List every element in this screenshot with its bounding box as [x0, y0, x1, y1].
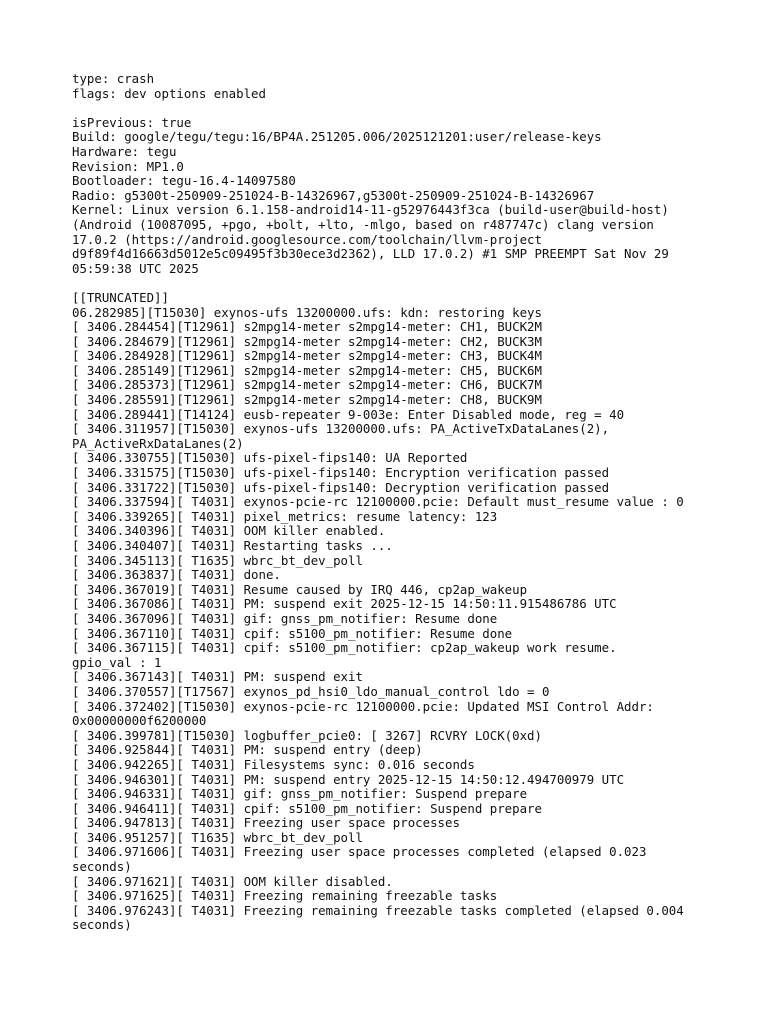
- crash-report-text: [72, 72, 732, 933]
- report-line: d9f89f4d16663d5012e5c09495f3b30ece3d2362), LLD 17.0.2) #1 SMP PREEMPT Sat Nov 29: [72, 246, 669, 262]
- report-line: [ 3406.925844][ T4031] PM: suspend entry (deep): [72, 742, 423, 758]
- report-line: [ 3406.942265][ T4031] Filesystems sync: 0.016 seconds: [72, 756, 475, 772]
- report-line: 05:59:38 UTC 2025: [72, 260, 199, 276]
- report-line: [ 3406.284928][T12961] s2mpg14-meter s2mpg14-meter: CH3, BUCK4M: [72, 348, 542, 364]
- report-line: [ 3406.345113][ T1635] wbrc_bt_dev_poll: [72, 552, 363, 568]
- report-line: [ 3406.370557][T17567] exynos_pd_hsi0_ldo_manual_control ldo = 0: [72, 683, 550, 699]
- report-line: [ 3406.367115][ T4031] cpif: s5100_pm_notifier: cp2ap_wakeup work resume.: [72, 640, 617, 656]
- report-line: [ 3406.946331][ T4031] gif: gnss_pm_notifier: Suspend prepare: [72, 786, 528, 802]
- report-line: [ 3406.340407][ T4031] Restarting tasks ...: [72, 538, 393, 553]
- report-line: [ 3406.285591][T12961] s2mpg14-meter s2mpg14-meter: CH8, BUCK9M: [72, 392, 542, 408]
- report-line: Radio: g5300t-250909-251024-B-14326967,g5300t-250909-251024-B-14326967: [72, 187, 595, 203]
- report-line: [ 3406.284454][T12961] s2mpg14-meter s2mpg14-meter: CH1, BUCK2M: [72, 319, 542, 335]
- report-line: Kernel: Linux version 6.1.158-android14-11-g52976443f3ca (build-user@build-host): [72, 202, 669, 218]
- report-line: isPrevious: true: [72, 114, 192, 130]
- report-line: 17.0.2 (https://android.googlesource.com/toolchain/llvm-project: [72, 231, 542, 247]
- report-line: [ 3406.284679][T12961] s2mpg14-meter s2mpg14-meter: CH2, BUCK3M: [72, 333, 542, 349]
- report-line: [72, 276, 732, 291]
- report-line: [ 3406.363837][ T4031] done.: [72, 567, 281, 583]
- report-line: [ 3406.947813][ T4031] Freezing user space processes: [72, 815, 460, 831]
- report-line: [ 3406.971625][ T4031] Freezing remaining freezable tasks: [72, 888, 498, 904]
- report-line: [[TRUNCATED]]: [72, 289, 169, 305]
- report-line: [ 3406.331722][T15030] ufs-pixel-fips140: Decryption verification passed: [72, 479, 610, 495]
- report-line: [ 3406.946301][ T4031] PM: suspend entry 2025-12-15 14:50:12.494700979 UTC: [72, 771, 625, 787]
- report-line: [ 3406.367096][ T4031] gif: gnss_pm_notifier: Resume done: [72, 610, 498, 626]
- report-line: Hardware: tegu: [72, 143, 177, 159]
- report-line: [ 3406.367110][ T4031] cpif: s5100_pm_notifier: Resume done: [72, 625, 513, 641]
- report-line: Bootloader: tegu-16.4-14097580: [72, 173, 296, 189]
- report-line: [ 3406.330755][T15030] ufs-pixel-fips140: UA Reported: [72, 450, 468, 466]
- report-line: [ 3406.285149][T12961] s2mpg14-meter s2mpg14-meter: CH5, BUCK6M: [72, 362, 542, 378]
- report-line: [ 3406.976243][ T4031] Freezing remaining freezable tasks completed (elapsed 0.004: [72, 902, 684, 918]
- report-line: [ 3406.289441][T14124] eusb-repeater 9-003e: Enter Disabled mode, reg = 40: [72, 406, 625, 422]
- report-line: [ 3406.331575][T15030] ufs-pixel-fips140: Encryption verification passed: [72, 465, 610, 481]
- report-line: [72, 101, 732, 116]
- report-line: [ 3406.971621][ T4031] OOM killer disabled.: [72, 873, 393, 889]
- report-line: Revision: MP1.0: [72, 158, 184, 174]
- report-line: [ 3406.372402][T15030] exynos-pcie-rc 12100000.pcie: Updated MSI Control Addr:: [72, 698, 654, 714]
- report-line: seconds): [72, 859, 132, 875]
- report-line: [ 3406.946411][ T4031] cpif: s5100_pm_notifier: Suspend prepare: [72, 800, 542, 816]
- report-line: type: crash: [72, 71, 155, 86]
- report-line: [ 3406.367086][ T4031] PM: suspend exit 2025-12-15 14:50:11.915486786 UTC: [72, 596, 617, 612]
- report-line: (Android (10087095, +pgo, +bolt, +lto, -mlgo, based on r487747c) clang version: [72, 216, 654, 232]
- report-line: [ 3406.971606][ T4031] Freezing user space processes completed (elapsed 0.023: [72, 844, 647, 860]
- report-line: gpio_val : 1: [72, 654, 162, 670]
- report-line: [ 3406.367019][ T4031] Resume caused by IRQ 446, cp2ap_wakeup: [72, 581, 528, 597]
- report-line: PA_ActiveRxDataLanes(2): [72, 435, 244, 451]
- report-line: [ 3406.951257][ T1635] wbrc_bt_dev_poll: [72, 829, 363, 845]
- report-line: 0x00000000f6200000: [72, 713, 207, 729]
- report-line: [ 3406.367143][ T4031] PM: suspend exit: [72, 669, 363, 685]
- report-line: [ 3406.399781][T15030] logbuffer_pcie0: [ 3267] RCVRY LOCK(0xd): [72, 727, 542, 743]
- report-line: 06.282985][T15030] exynos-ufs 13200000.ufs: kdn: restoring keys: [72, 304, 542, 320]
- report-line: flags: dev options enabled: [72, 85, 266, 101]
- report-line: [ 3406.337594][ T4031] exynos-pcie-rc 12100000.pcie: Default must_resume value : 0: [72, 494, 684, 510]
- report-line: [ 3406.311957][T15030] exynos-ufs 13200000.ufs: PA_ActiveTxDataLanes(2),: [72, 421, 610, 437]
- report-line: [ 3406.285373][T12961] s2mpg14-meter s2mpg14-meter: CH6, BUCK7M: [72, 377, 542, 393]
- report-line: [ 3406.340396][ T4031] OOM killer enabled.: [72, 523, 386, 539]
- report-line: seconds): [72, 917, 132, 933]
- report-line: [ 3406.339265][ T4031] pixel_metrics: resume latency: 123: [72, 508, 498, 524]
- report-line: Build: google/tegu/tegu:16/BP4A.251205.006/2025121201:user/release-keys: [72, 129, 602, 145]
